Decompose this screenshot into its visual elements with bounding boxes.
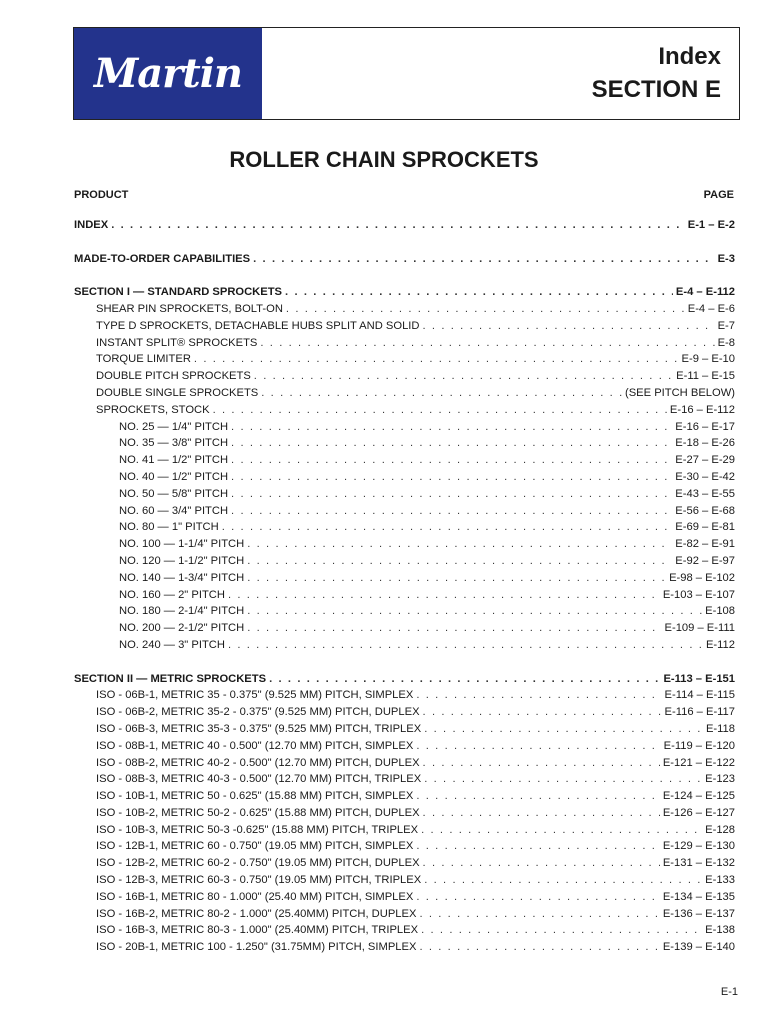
dot-leader xyxy=(231,471,672,483)
toc-entry-page: E-43 – E-55 xyxy=(675,487,735,500)
toc-entry-page: E-4 – E-112 xyxy=(675,286,735,299)
toc-entry xyxy=(74,790,735,807)
toc-entry xyxy=(74,689,735,706)
dot-leader xyxy=(424,874,702,886)
page-title: ROLLER CHAIN SPROCKETS xyxy=(229,147,539,172)
toc-entry xyxy=(74,219,735,236)
toc-entry xyxy=(74,387,735,404)
toc-entry-label: ISO - 06B-3, METRIC 35-3 - 0.375" (9.525 MM) PITCH, TRIPLEX xyxy=(96,722,422,735)
toc-entry xyxy=(74,286,735,303)
toc-entry-label: NO. 50 — 5/8" PITCH xyxy=(119,487,229,500)
dot-leader xyxy=(222,521,673,533)
dot-leader xyxy=(416,740,660,752)
toc-entry-label: ISO - 10B-2, METRIC 50-2 - 0.625" (15.88 MM) PITCH, DUPLEX xyxy=(96,806,420,819)
dot-leader xyxy=(424,773,702,785)
toc-entry-page: E-119 – E-120 xyxy=(663,739,735,752)
page-number: E-1 xyxy=(720,986,738,998)
toc-entry-page: E-129 – E-130 xyxy=(662,840,735,853)
toc-entry-label: TYPE D SPROCKETS, DETACHABLE HUBS SPLIT AND SOLID xyxy=(96,319,420,332)
dot-leader xyxy=(231,488,672,500)
toc-entry xyxy=(74,454,735,471)
toc-entry xyxy=(74,404,735,421)
toc-entry-page: E-18 – E-26 xyxy=(675,437,735,450)
toc-entry xyxy=(74,521,735,538)
dot-leader xyxy=(416,790,660,802)
toc-entry-label: TORQUE LIMITER xyxy=(96,353,191,366)
dot-leader xyxy=(286,303,685,315)
toc-entry-page: E-30 – E-42 xyxy=(675,470,735,483)
toc-entry xyxy=(74,505,735,522)
product-column-header: PRODUCT xyxy=(74,189,129,201)
dot-leader xyxy=(423,757,660,769)
toc-entry-label: NO. 240 — 3" PITCH xyxy=(119,638,225,651)
toc-entry-label: ISO - 16B-2, METRIC 80-2 - 1.000" (25.40MM) PITCH, DUPLEX xyxy=(96,907,417,920)
dot-leader xyxy=(231,437,672,449)
toc-entry-label: INDEX xyxy=(74,219,109,231)
toc-entry-page: E-1 – E-2 xyxy=(687,219,735,231)
dot-leader xyxy=(416,840,660,852)
toc-entry xyxy=(74,941,735,958)
toc-entry xyxy=(74,303,735,320)
dot-leader xyxy=(416,689,661,701)
toc-entry xyxy=(74,891,735,908)
dot-leader xyxy=(228,589,660,601)
toc-entry-page: E-118 xyxy=(705,722,735,735)
toc-entry-label: NO. 25 — 1/4" PITCH xyxy=(119,420,229,433)
toc-entry xyxy=(74,555,735,572)
toc-entry xyxy=(74,353,735,370)
toc-entry-label: NO. 60 — 3/4" PITCH xyxy=(119,504,229,517)
toc-entry-label: DOUBLE SINGLE SPROCKETS xyxy=(96,386,259,399)
toc-entry-page: E-108 xyxy=(705,605,735,618)
toc-entry-page: E-27 – E-29 xyxy=(675,454,735,467)
toc-entry-label: MADE-TO-ORDER CAPABILITIES xyxy=(74,252,251,265)
dot-leader xyxy=(247,622,661,634)
dot-leader xyxy=(423,807,660,819)
toc-entry xyxy=(74,538,735,555)
toc-entry-label: ISO - 12B-2, METRIC 60-2 - 0.750" (19.05 MM) PITCH, DUPLEX xyxy=(96,857,420,870)
toc-entry xyxy=(74,874,735,891)
toc-entry-label: ISO - 06B-2, METRIC 35-2 - 0.375" (9.525 MM) PITCH, DUPLEX xyxy=(96,706,420,719)
toc-entry xyxy=(74,740,735,757)
toc-entry xyxy=(74,488,735,505)
dot-leader xyxy=(423,706,662,718)
section-title: SECTION E xyxy=(591,76,721,103)
toc-entry-label: NO. 80 — 1" PITCH xyxy=(119,521,219,534)
table-of-contents xyxy=(74,219,735,958)
toc-entry-page: E-112 xyxy=(705,638,735,651)
toc-entry-page: E-133 xyxy=(705,874,735,887)
dot-leader xyxy=(419,941,659,953)
toc-entry xyxy=(74,370,735,387)
toc-entry-page: E-131 – E-132 xyxy=(662,857,735,870)
dot-leader xyxy=(247,555,672,567)
toc-entry xyxy=(74,840,735,857)
toc-entry-page: E-3 xyxy=(717,252,735,265)
dot-leader xyxy=(421,824,702,836)
dot-leader xyxy=(285,286,673,298)
toc-entry-page: E-136 – E-137 xyxy=(662,907,735,920)
dot-leader xyxy=(416,891,660,903)
toc-entry-label: ISO - 08B-3, METRIC 40-3 - 0.500" (12.70 MM) PITCH, TRIPLEX xyxy=(96,773,422,786)
dot-leader xyxy=(254,370,673,382)
toc-entry-page: E-124 – E-125 xyxy=(662,790,735,803)
toc-entry-label: NO. 180 — 2-1/4" PITCH xyxy=(119,605,245,618)
toc-entry-label: NO. 120 — 1-1/2" PITCH xyxy=(119,554,245,567)
toc-entry-label: NO. 35 — 3/8" PITCH xyxy=(119,437,229,450)
toc-entry-label: NO. 100 — 1-1/4" PITCH xyxy=(119,538,245,551)
toc-entry xyxy=(74,706,735,723)
dot-leader xyxy=(423,857,660,869)
toc-entry-page: E-128 xyxy=(705,823,735,836)
dot-leader xyxy=(424,723,703,735)
toc-entry-page: E-11 – E-15 xyxy=(676,370,735,383)
toc-entry xyxy=(74,253,735,270)
toc-entry-label: SECTION I — STANDARD SPROCKETS xyxy=(74,286,283,299)
toc-entry-page: E-126 – E-127 xyxy=(662,806,735,819)
logo-text: Martin xyxy=(93,50,243,97)
toc-entry xyxy=(74,673,735,690)
toc-entry-label: NO. 41 — 1/2" PITCH xyxy=(119,454,229,467)
toc-entry-label: NO. 200 — 2-1/2" PITCH xyxy=(119,622,245,635)
toc-entry-page: E-82 – E-91 xyxy=(675,538,735,551)
toc-entry xyxy=(74,471,735,488)
dot-leader xyxy=(423,320,715,332)
page-column-header: PAGE xyxy=(703,189,734,201)
toc-entry-label: INSTANT SPLIT® SPROCKETS xyxy=(96,336,258,349)
dot-leader xyxy=(247,572,666,584)
dot-leader xyxy=(261,387,622,399)
toc-entry-page: E-98 – E-102 xyxy=(669,571,735,584)
header-box xyxy=(73,27,740,120)
toc-entry xyxy=(74,622,735,639)
dot-leader xyxy=(111,219,685,231)
toc-entry-label: ISO - 12B-1, METRIC 60 - 0.750" (19.05 MM) PITCH, SIMPLEX xyxy=(96,840,414,853)
toc-entry-label: ISO - 08B-2, METRIC 40-2 - 0.500" (12.70 MM) PITCH, DUPLEX xyxy=(96,756,420,769)
section-spacer xyxy=(74,236,735,253)
toc-entry-label: NO. 160 — 2" PITCH xyxy=(119,588,225,601)
toc-entry-page: E-113 – E-151 xyxy=(663,672,735,685)
dot-leader xyxy=(269,673,660,685)
dot-leader xyxy=(247,605,702,617)
dot-leader xyxy=(421,924,702,936)
toc-entry-label: ISO - 10B-3, METRIC 50-3 -0.625" (15.88 MM) PITCH, TRIPLEX xyxy=(96,823,419,836)
toc-entry-page: E-123 xyxy=(705,773,735,786)
header-titles xyxy=(592,40,721,106)
section-spacer xyxy=(74,656,735,673)
toc-entry-page: E-9 – E-10 xyxy=(681,353,735,366)
dot-leader xyxy=(228,639,703,651)
toc-entry-label: ISO - 06B-1, METRIC 35 - 0.375" (9.525 MM) PITCH, SIMPLEX xyxy=(96,689,414,702)
toc-entry-label: ISO - 16B-1, METRIC 80 - 1.000" (25.40 MM) PITCH, SIMPLEX xyxy=(96,890,414,903)
toc-entry xyxy=(74,421,735,438)
toc-entry-page: E-109 – E-111 xyxy=(664,622,735,635)
toc-entry-page: E-8 xyxy=(717,336,735,349)
toc-entry xyxy=(74,572,735,589)
toc-entry xyxy=(74,924,735,941)
toc-entry xyxy=(74,437,735,454)
toc-entry-label: DOUBLE PITCH SPROCKETS xyxy=(96,370,251,383)
dot-leader xyxy=(194,353,679,365)
toc-entry-page: E-134 – E-135 xyxy=(662,890,735,903)
dot-leader xyxy=(247,538,672,550)
toc-entry-label: NO. 40 — 1/2" PITCH xyxy=(119,470,229,483)
toc-entry-page: E-103 – E-107 xyxy=(662,588,735,601)
toc-entry xyxy=(74,337,735,354)
section-spacer xyxy=(74,269,735,286)
toc-entry-label: ISO - 20B-1, METRIC 100 - 1.250" (31.75MM) PITCH, SIMPLEX xyxy=(96,941,417,954)
toc-entry xyxy=(74,723,735,740)
toc-entry xyxy=(74,605,735,622)
toc-entry-label: ISO - 16B-3, METRIC 80-3 - 1.000" (25.40MM) PITCH, TRIPLEX xyxy=(96,924,419,937)
toc-entry xyxy=(74,320,735,337)
toc-entry-page: E-16 – E-112 xyxy=(669,403,735,416)
toc-entry-label: SHEAR PIN SPROCKETS, BOLT-ON xyxy=(96,302,283,315)
toc-entry-page: E-56 – E-68 xyxy=(675,504,735,517)
toc-entry-page: E-4 – E-6 xyxy=(687,302,735,315)
toc-entry-page: E-16 – E-17 xyxy=(675,420,735,433)
toc-entry-label: ISO - 08B-1, METRIC 40 - 0.500" (12.70 MM) PITCH, SIMPLEX xyxy=(96,739,414,752)
toc-entry-page: E-116 – E-117 xyxy=(664,706,735,719)
toc-entry-label: ISO - 10B-1, METRIC 50 - 0.625" (15.88 MM) PITCH, SIMPLEX xyxy=(96,790,414,803)
toc-entry-page: E-7 xyxy=(717,319,735,332)
toc-entry xyxy=(74,908,735,925)
dot-leader xyxy=(231,505,672,517)
toc-entry xyxy=(74,773,735,790)
toc-entry xyxy=(74,807,735,824)
toc-entry xyxy=(74,757,735,774)
toc-entry-page: E-138 xyxy=(705,924,735,937)
toc-entry xyxy=(74,824,735,841)
toc-entry xyxy=(74,639,735,656)
toc-entry xyxy=(74,589,735,606)
toc-entry-label: ISO - 12B-3, METRIC 60-3 - 0.750" (19.05 MM) PITCH, TRIPLEX xyxy=(96,874,422,887)
dot-leader xyxy=(213,404,667,416)
toc-entry xyxy=(74,857,735,874)
toc-entry-page: E-121 – E-122 xyxy=(662,756,735,769)
toc-entry-page: E-92 – E-97 xyxy=(675,554,735,567)
toc-entry-label: SECTION II — METRIC SPROCKETS xyxy=(74,672,267,685)
toc-entry-label: SPROCKETS, STOCK xyxy=(96,403,210,416)
dot-leader xyxy=(260,337,714,349)
toc-entry-label: NO. 140 — 1-3/4" PITCH xyxy=(119,571,245,584)
dot-leader xyxy=(253,253,714,265)
dot-leader xyxy=(231,421,672,433)
martin-logo xyxy=(74,28,262,119)
toc-entry-page: E-139 – E-140 xyxy=(662,941,735,954)
toc-entry-page: E-69 – E-81 xyxy=(675,521,735,534)
dot-leader xyxy=(419,908,659,920)
toc-entry-page: E-114 – E-115 xyxy=(664,689,735,702)
index-title: Index xyxy=(658,43,721,70)
toc-entry-page: (SEE PITCH BELOW) xyxy=(624,386,735,399)
dot-leader xyxy=(231,454,672,466)
